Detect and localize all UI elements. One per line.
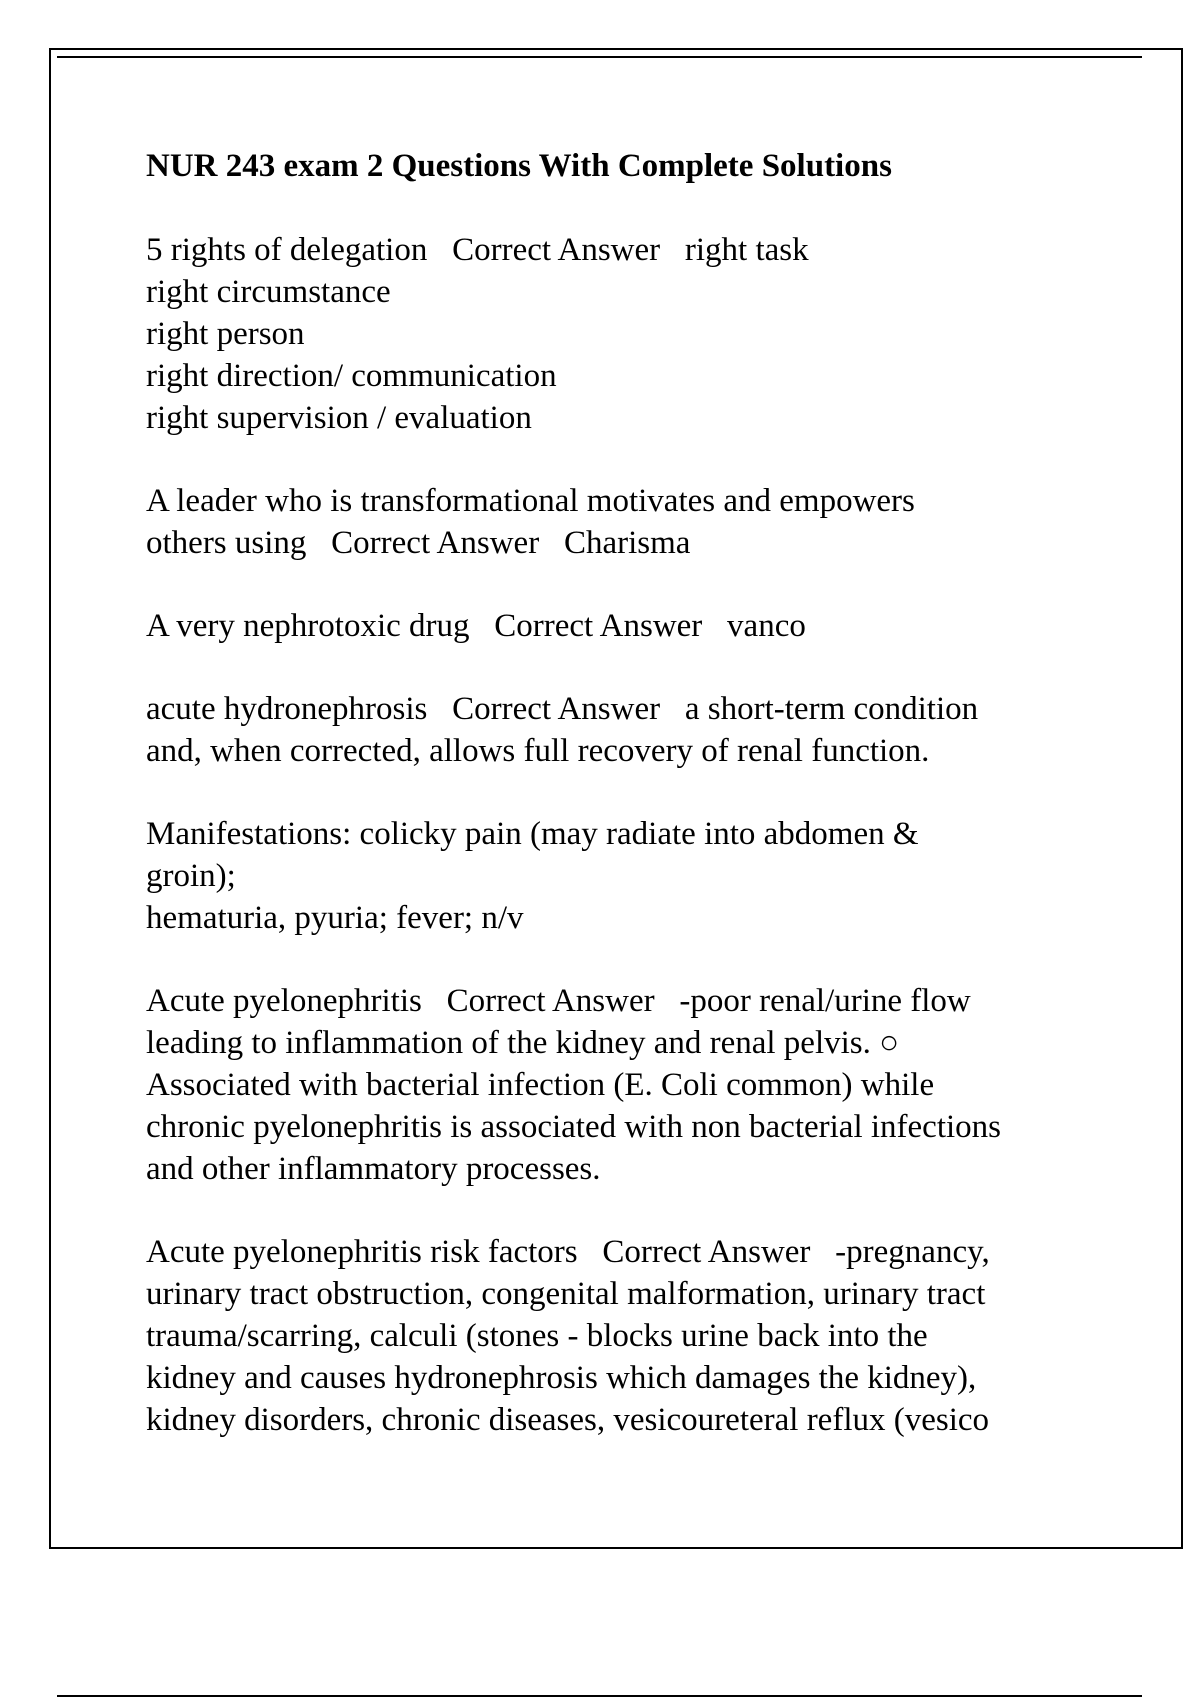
answer-line: right person — [146, 316, 305, 352]
answer-line: trauma/scarring, calculi (stones - blocks urine back into the — [146, 1318, 928, 1354]
correct-answer-label: Correct Answer — [469, 608, 728, 644]
answer-text: a short-term condition — [684, 691, 979, 727]
qa-entry-pyelonephritis-risk-factors — [146, 1231, 1146, 1441]
answer-line: right circumstance — [146, 274, 391, 310]
qa-entry-acute-pyelonephritis — [146, 980, 1146, 1190]
qa-entry-delegation — [146, 229, 1146, 439]
correct-answer-label: Correct Answer — [421, 983, 680, 1019]
text-line: groin); — [146, 858, 236, 894]
answer-line: right direction/ communication — [146, 358, 557, 394]
text-line: hematuria, pyuria; fever; n/v — [146, 900, 524, 936]
qa-line — [146, 1231, 1146, 1273]
question-text-cont: others using — [146, 525, 307, 561]
answer-line: kidney and causes hydronephrosis which damages the kidney), — [146, 1360, 977, 1396]
answer-line: Associated with bacterial infection (E. Coli common) while — [146, 1067, 935, 1103]
answer-line: and other inflammatory processes. — [146, 1151, 601, 1187]
qa-line — [146, 688, 1146, 730]
bottom-rule — [57, 1695, 1142, 1697]
document-body — [146, 145, 1146, 1482]
question-text: A very nephrotoxic drug — [146, 608, 470, 644]
answer-line: and, when corrected, allows full recovery of renal function. — [146, 733, 930, 769]
correct-answer-label: Correct Answer — [427, 691, 685, 727]
qa-line — [146, 605, 1146, 647]
question-text: 5 rights of delegation — [146, 232, 428, 268]
answer-text: -pregnancy, — [835, 1234, 990, 1270]
qa-line — [146, 522, 1146, 564]
top-rule — [57, 56, 1142, 58]
answer-line: urinary tract obstruction, congenital malformation, urinary tract — [146, 1276, 986, 1312]
text-entry-manifestations — [146, 813, 1146, 939]
qa-line — [146, 980, 1146, 1022]
correct-answer-label: Correct Answer — [306, 525, 564, 561]
question-text: A leader who is transformational motivates and empowers — [146, 483, 915, 519]
answer-text: Charisma — [563, 525, 691, 561]
qa-entry-nephrotoxic-drug — [146, 605, 1146, 647]
answer-line: chronic pyelonephritis is associated with non bacterial infections — [146, 1109, 1002, 1145]
question-text: Acute pyelonephritis — [146, 983, 422, 1019]
question-text: acute hydronephrosis — [146, 691, 428, 727]
document-title: NUR 243 exam 2 Questions With Complete Solutions — [146, 148, 892, 184]
correct-answer-label: Correct Answer — [577, 1234, 836, 1270]
answer-text: vanco — [727, 608, 806, 644]
correct-answer-label: Correct Answer — [427, 232, 685, 268]
answer-text: right task — [684, 232, 809, 268]
qa-line — [146, 229, 1146, 271]
text-line: Manifestations: colicky pain (may radiate into abdomen & — [146, 816, 919, 852]
qa-entry-acute-hydronephrosis — [146, 688, 1146, 772]
question-text: Acute pyelonephritis risk factors — [146, 1234, 578, 1270]
qa-entry-transformational-leader — [146, 480, 1146, 564]
answer-line: right supervision / evaluation — [146, 400, 532, 436]
answer-line: leading to inflammation of the kidney and renal pelvis. ○ — [146, 1025, 900, 1061]
answer-line: kidney disorders, chronic diseases, vesicoureteral reflux (vesico — [146, 1402, 990, 1438]
answer-text: -poor renal/urine flow — [679, 983, 971, 1019]
